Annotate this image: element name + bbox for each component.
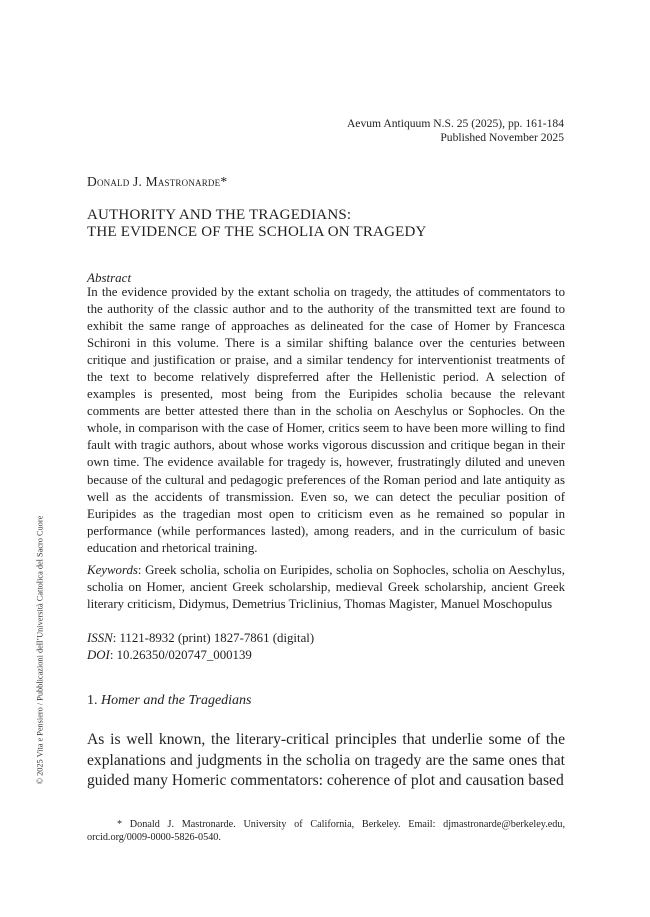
issn-line: ISSN: 1121-8932 (print) 1827-7861 (digital) bbox=[87, 631, 315, 645]
doi-value: 10.26350/020747_000139 bbox=[116, 648, 252, 662]
doi-label: DOI bbox=[87, 648, 110, 662]
title-line-2: THE EVIDENCE OF THE SCHOLIA ON TRAGEDY bbox=[87, 224, 427, 240]
keywords-label: Keywords bbox=[87, 563, 138, 577]
author-footnote-mark: * bbox=[220, 174, 228, 189]
publication-date: Published November 2025 bbox=[440, 131, 564, 144]
issn-label: ISSN bbox=[87, 631, 113, 645]
keywords-text: Greek scholia, scholia on Euripides, scholia on Sophocles, scholia on Aeschylus, scholia on Homer, ancient Greek scholarship, medieval Greek scholarship, ancient Greek literary criticism, Didymus, Demetrius Triclinius, Thomas Magister, Manuel Moschopulus bbox=[87, 563, 566, 612]
copyright-side-note: © 2025 Vita e Pensiero / Pubblicazioni dell’Università Cattolica del Sacro Cuore bbox=[35, 515, 45, 785]
author-name: Donald J. Mastronarde bbox=[87, 174, 221, 189]
body-paragraph: As is well known, the literary-critical principles that underlie some of the explanations and judgments in the scholia on tragedy are the same ones that guided many Homeric commentators: coherence of plot and causation based bbox=[87, 731, 565, 790]
issn-value: 1121-8932 (print) 1827-7861 (digital) bbox=[119, 631, 315, 645]
journal-citation: Aevum Antiquum N.S. 25 (2025), pp. 161-184 bbox=[346, 117, 564, 130]
section-number: 1. bbox=[87, 693, 98, 708]
section-title: Homer and the Tragedians bbox=[101, 693, 252, 708]
author-line bbox=[87, 174, 227, 190]
article-title bbox=[87, 207, 427, 241]
section-heading bbox=[87, 693, 252, 709]
abstract-heading: Abstract bbox=[87, 270, 132, 285]
journal-info bbox=[347, 117, 564, 145]
doi-line: DOI: 10.26350/020747_000139 bbox=[87, 648, 252, 662]
abstract-text: In the evidence provided by the extant scholia on tragedy, the attitudes of commentators to the authority of the classic author and to the authority of the transmitted text are found to exhibit the same range of approaches as delineated for the case of Homer by Francesca Schironi in this volume. There is a similar shifting balance over the centuries between critique and justification or praise, and a similar tendency for interventionist treatments of the text to become relatively dispreferred after the Hellenistic period. A selection of examples is presented, most being from the Euripides scholia because the relevant comments are better attested there than in the scholia on Aeschylus or Sophocles. On the whole, in comparison with the case of Homer, critics seem to have been more willing to find fault with tragic authors, about whose works vigorous discussion and critique began in their own time. The evidence available for tragedy is, however, frustratingly diluted and uneven because of the cultural and pedagogic preferences of the Roman period and late antiquity as well as the accidents of transmission. Even so, we can detect the peculiar position of Euripides as the tragedian most open to criticism even as he remained so popular in performance (while performances lasted), among readers, and in the curriculum of basic education and rhetorical training. bbox=[87, 284, 565, 555]
keywords: Keywords: Greek scholia, scholia on Euripides, scholia on Sophocles, scholia on Aeschylus, scholia on Homer, ancient Greek scholarship, medieval Greek scholarship, ancient Greek literary criticism, Didymus, Demetrius Triclinius, Thomas Magister, Manuel Moschopulus bbox=[87, 563, 566, 612]
title-line-1: AUTHORITY AND THE TRAGEDIANS: bbox=[87, 207, 352, 223]
footnote: * Donald J. Mastronarde. University of California, Berkeley. Email: djmastronarde@berkeley.edu, orcid.org/0009-0000-5826-0540. bbox=[87, 819, 565, 844]
